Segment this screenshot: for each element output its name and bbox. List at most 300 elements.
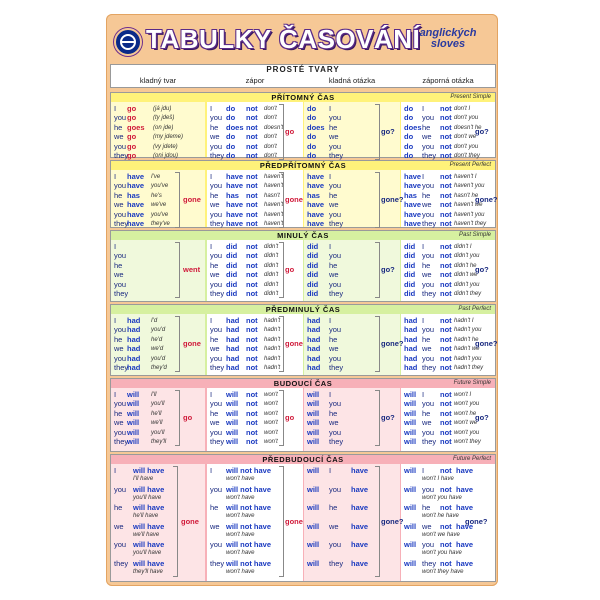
pronoun: we	[114, 200, 124, 210]
bracket	[375, 390, 380, 446]
bracket	[175, 316, 180, 372]
pronoun: I	[210, 316, 213, 325]
pronoun: you	[114, 353, 127, 363]
auxiliary: have	[127, 172, 145, 181]
auxiliary: do	[307, 151, 317, 160]
negation: not	[246, 209, 258, 219]
contraction: he'll have	[133, 513, 159, 519]
pronoun: I	[114, 466, 117, 475]
contraction: they'll	[151, 439, 167, 445]
pronoun: we	[422, 132, 432, 142]
pronoun: you	[114, 540, 127, 549]
auxiliary: did	[404, 289, 416, 298]
contraction: haven't you	[454, 183, 485, 190]
negation: not	[440, 132, 452, 142]
pronoun: you	[422, 540, 435, 549]
pronoun: I	[329, 466, 332, 475]
main-verb: go?	[475, 413, 489, 423]
auxiliary: have	[127, 200, 145, 210]
auxiliary: have	[404, 181, 422, 191]
negation: not	[440, 408, 452, 418]
negation: not	[440, 219, 452, 228]
auxiliary: will	[127, 418, 140, 428]
pronoun: he	[422, 408, 431, 418]
main-verb: gone?	[381, 195, 404, 205]
pronoun: they	[329, 151, 344, 160]
pronoun: he	[422, 260, 431, 270]
pronoun: he	[422, 334, 431, 344]
auxiliary: did	[404, 279, 416, 289]
negation: not	[440, 172, 452, 181]
auxiliary: have	[307, 172, 325, 181]
contraction: didn't you	[454, 253, 480, 260]
pronoun: you	[329, 141, 342, 151]
negation: not	[440, 122, 452, 132]
contraction: won't have	[226, 568, 255, 575]
pronoun: I	[114, 390, 117, 399]
negation: not	[246, 437, 258, 446]
pronoun: he	[422, 503, 431, 512]
negation: not	[246, 242, 258, 251]
auxiliary: will	[127, 408, 140, 418]
pronoun: he	[422, 122, 431, 132]
negation: not	[440, 558, 452, 568]
contraction: haven't I	[454, 174, 477, 180]
pronoun: you	[422, 181, 435, 191]
negation: not	[440, 503, 452, 512]
pronoun: we	[329, 418, 339, 428]
pronoun: you	[422, 484, 435, 494]
auxiliary: do	[226, 132, 236, 142]
negation: not	[440, 334, 452, 344]
auxiliary: will have	[133, 466, 165, 475]
pronoun: we	[114, 521, 124, 531]
contraction: won't have	[226, 476, 255, 482]
contraction: won't	[264, 429, 278, 436]
main-verb: go?	[475, 127, 489, 137]
contraction: won't have	[226, 494, 255, 501]
contraction: won't have	[226, 550, 255, 556]
auxiliary: will	[307, 521, 320, 531]
auxiliary: does	[307, 122, 325, 132]
auxiliary: will	[226, 408, 239, 418]
contraction: you'll have	[133, 550, 162, 556]
contraction: didn't they	[454, 291, 482, 297]
pronoun: he	[329, 503, 338, 512]
auxiliary: did	[307, 270, 319, 280]
auxiliary: did	[307, 242, 319, 251]
pronoun: you	[329, 540, 342, 549]
column-header-question: kladná otázka	[328, 76, 376, 85]
pronoun: they	[329, 558, 344, 568]
contraction: he'd	[151, 336, 163, 343]
auxiliary: have	[404, 200, 422, 210]
bracket	[173, 466, 178, 577]
pronoun: we	[422, 270, 432, 280]
contraction: won't have	[226, 531, 255, 538]
verb-tense-chart	[106, 14, 498, 586]
auxiliary: will not have	[226, 503, 272, 512]
auxiliary: will have	[133, 540, 165, 549]
contraction: won't we have	[422, 531, 460, 538]
contraction: hadn't we	[454, 346, 480, 353]
auxiliary: have	[456, 540, 474, 549]
contraction: don't they	[454, 153, 480, 159]
contraction: didn't	[264, 244, 279, 250]
auxiliary: will not have	[226, 558, 272, 568]
pronoun: I	[210, 172, 213, 181]
pronoun: I	[210, 466, 213, 475]
auxiliary: have	[404, 219, 422, 228]
auxiliary: did	[307, 279, 319, 289]
main-verb: go	[285, 265, 295, 275]
pronoun: you	[422, 279, 435, 289]
auxiliary: goes	[127, 122, 145, 132]
auxiliary: will	[404, 466, 417, 475]
auxiliary: had	[226, 353, 240, 363]
column-header-negative: zápor	[245, 76, 265, 85]
auxiliary: have	[351, 521, 369, 531]
pronoun: we	[114, 270, 124, 280]
auxiliary: will	[404, 540, 417, 549]
contraction: won't	[264, 439, 278, 445]
pronoun: we	[422, 200, 432, 210]
auxiliary: will	[404, 418, 417, 428]
contraction: hadn't	[264, 355, 281, 362]
auxiliary: have	[226, 200, 244, 210]
auxiliary: had	[404, 353, 418, 363]
auxiliary: did	[226, 270, 238, 280]
section-title: PŘEDPŘÍTOMNÝ ČAS	[259, 161, 347, 170]
contraction: hasn't	[264, 192, 280, 199]
contraction: he's	[151, 192, 162, 199]
auxiliary: have	[351, 484, 369, 494]
auxiliary: do	[307, 132, 317, 142]
auxiliary: did	[404, 242, 416, 251]
auxiliary: had	[226, 334, 240, 344]
main-verb: gone?	[465, 516, 488, 526]
contraction: haven't	[264, 221, 284, 227]
negation: not	[440, 260, 452, 270]
auxiliary: had	[226, 325, 240, 335]
tense-section-5	[110, 378, 496, 452]
contraction: (oni jdou)	[153, 153, 179, 159]
negation: not	[440, 289, 452, 298]
pronoun: you	[210, 353, 223, 363]
contraction: won't you	[454, 429, 480, 436]
section-header	[111, 305, 495, 314]
negation: not	[440, 251, 452, 261]
auxiliary: have	[226, 172, 244, 181]
auxiliary: will not have	[226, 540, 272, 549]
pronoun: I	[114, 242, 117, 251]
contraction: won't	[264, 410, 278, 417]
main-verb: go?	[475, 265, 489, 275]
contraction: won't I have	[422, 476, 454, 482]
contraction: hadn't they	[454, 365, 484, 371]
pronoun: you	[114, 113, 127, 123]
auxiliary: will	[307, 466, 320, 475]
pronoun: I	[114, 172, 117, 181]
pronoun: he	[210, 408, 219, 418]
contraction: you'd	[151, 355, 166, 362]
auxiliary: have	[127, 219, 145, 228]
negation: not	[246, 325, 258, 335]
negation: not	[440, 325, 452, 335]
contraction: don't you	[454, 115, 479, 122]
simple-forms-label: PROSTÉ TVARY	[266, 65, 340, 74]
auxiliary: do	[404, 151, 414, 160]
pronoun: I	[114, 316, 117, 325]
auxiliary: did	[404, 270, 416, 280]
contraction: they'd	[151, 365, 167, 371]
auxiliary: will	[404, 408, 417, 418]
auxiliary: had	[404, 334, 418, 344]
auxiliary: will	[307, 399, 320, 409]
pronoun: they	[422, 289, 437, 298]
auxiliary: will	[404, 390, 417, 399]
contraction: you've	[151, 183, 169, 190]
pronoun: you	[114, 209, 127, 219]
auxiliary: will	[404, 503, 417, 512]
contraction: don't	[264, 134, 277, 141]
contraction: won't we	[454, 420, 478, 427]
negation: not	[246, 334, 258, 344]
column-header-negative-question: záporná otázka	[422, 76, 474, 85]
pronoun: he	[329, 190, 338, 200]
pronoun: I	[422, 104, 425, 113]
pronoun: you	[210, 279, 223, 289]
main-verb: go?	[381, 127, 395, 137]
pronoun: you	[422, 427, 435, 437]
contraction: won't I	[454, 392, 472, 398]
contraction: won't they	[454, 439, 481, 445]
pronoun: you	[210, 540, 223, 549]
contraction: didn't	[264, 291, 279, 297]
negation: not	[440, 190, 452, 200]
auxiliary: will	[404, 437, 417, 446]
main-verb: gone	[183, 195, 201, 205]
contraction: won't he	[454, 410, 477, 417]
main-verb: gone	[181, 516, 199, 526]
negation: not	[246, 181, 258, 191]
contraction: doesn't	[264, 124, 284, 131]
negation: not	[440, 270, 452, 280]
auxiliary: does	[226, 122, 244, 132]
pronoun: you	[329, 353, 342, 363]
pronoun: you	[422, 113, 435, 123]
negation: not	[440, 279, 452, 289]
pronoun: they	[329, 363, 344, 372]
bracket	[279, 466, 284, 577]
pronoun: they	[210, 219, 225, 228]
contraction: I'd	[151, 318, 158, 324]
pronoun: they	[329, 437, 344, 446]
pronoun: I	[422, 466, 425, 475]
negation: not	[440, 418, 452, 428]
pronoun: he	[210, 122, 219, 132]
contraction: don't	[264, 143, 277, 150]
tense-section-1	[110, 92, 496, 158]
negation: not	[440, 353, 452, 363]
auxiliary: will	[404, 558, 417, 568]
negation: not	[440, 141, 452, 151]
contraction: don't I	[454, 106, 471, 112]
contraction: haven't you	[454, 211, 485, 218]
pronoun: you	[114, 484, 127, 494]
pronoun: we	[210, 132, 220, 142]
negation: not	[440, 181, 452, 191]
auxiliary: do	[404, 113, 414, 123]
pronoun: you	[114, 279, 127, 289]
negation: not	[440, 209, 452, 219]
section-title: PŘEDBUDOUCÍ ČAS	[262, 455, 344, 464]
bracket	[279, 172, 284, 228]
auxiliary: will	[307, 540, 320, 549]
pronoun: he	[210, 260, 219, 270]
pronoun: you	[422, 209, 435, 219]
auxiliary: will	[226, 437, 239, 446]
auxiliary: have	[456, 484, 474, 494]
pronoun: we	[422, 344, 432, 354]
negation: not	[246, 399, 258, 409]
pronoun: you	[329, 325, 342, 335]
auxiliary: will	[307, 390, 320, 399]
contraction: (já jdu)	[153, 106, 172, 112]
section-header	[111, 455, 495, 464]
section-english-name: Past Simple	[458, 232, 491, 238]
contraction: don't	[264, 153, 277, 159]
auxiliary: go	[127, 151, 137, 160]
auxiliary: will not have	[226, 484, 272, 494]
auxiliary: did	[307, 251, 319, 261]
pronoun: I	[329, 390, 332, 399]
pronoun: we	[329, 344, 339, 354]
auxiliary: had	[307, 344, 321, 354]
main-verb: go?	[381, 265, 395, 275]
pronoun: you	[114, 427, 127, 437]
auxiliary: has	[127, 190, 140, 200]
page-subtitle: anglických sloves	[419, 27, 477, 50]
bracket	[375, 316, 380, 372]
contraction: (vy jdete)	[153, 143, 178, 150]
pronoun: they	[114, 219, 129, 228]
contraction: you'll	[151, 401, 165, 408]
auxiliary: had	[226, 344, 240, 354]
pronoun: he	[329, 334, 338, 344]
negation: not	[440, 437, 452, 446]
negation: not	[246, 141, 258, 151]
pronoun: you	[210, 484, 223, 494]
section-header	[111, 231, 495, 240]
section-header	[111, 93, 495, 102]
main-verb: go	[285, 413, 295, 423]
pronoun: you	[329, 279, 342, 289]
negation: not	[246, 172, 258, 181]
section-english-name: Future Simple	[453, 380, 491, 386]
negation: not	[246, 219, 258, 228]
auxiliary: have	[351, 558, 369, 568]
contraction: don't	[264, 106, 277, 112]
auxiliary: have	[351, 503, 369, 512]
pronoun: they	[114, 558, 129, 568]
auxiliary: had	[127, 344, 141, 354]
pronoun: you	[329, 484, 342, 494]
contraction: hadn't you	[454, 327, 482, 334]
auxiliary: do	[226, 113, 236, 123]
pronoun: I	[329, 242, 332, 251]
auxiliary: have	[127, 181, 145, 191]
auxiliary: did	[226, 251, 238, 261]
main-verb: gone?	[475, 195, 498, 205]
tense-section-6	[110, 454, 496, 582]
negation: not	[440, 427, 452, 437]
pronoun: I	[210, 104, 213, 113]
contraction: they've	[151, 221, 170, 227]
tense-section-3	[110, 230, 496, 302]
contraction: hadn't he	[454, 336, 479, 343]
pronoun: we	[329, 521, 339, 531]
auxiliary: did	[226, 242, 238, 251]
pronoun: I	[329, 172, 332, 181]
main-verb: go	[183, 413, 193, 423]
negation: not	[246, 260, 258, 270]
section-english-name: Present Simple	[450, 94, 491, 100]
auxiliary: go	[127, 132, 137, 142]
contraction: hadn't I	[454, 318, 474, 324]
auxiliary: will	[404, 427, 417, 437]
contraction: you'd	[151, 327, 166, 334]
contraction: haven't	[264, 202, 284, 209]
page-title: TABULKY ČASOVÁNÍ	[146, 24, 421, 54]
auxiliary: had	[404, 316, 418, 325]
section-english-name: Future Perfect	[452, 456, 491, 462]
contraction: haven't	[264, 183, 284, 190]
pronoun: they	[114, 151, 129, 160]
negation: not	[440, 316, 452, 325]
section-title: MINULÝ ČAS	[277, 231, 329, 240]
pronoun: he	[114, 260, 123, 270]
negation: not	[440, 200, 452, 210]
section-english-name: Past Perfect	[458, 306, 491, 312]
contraction: haven't	[264, 174, 284, 180]
auxiliary: will	[404, 484, 417, 494]
section-english-name: Present Perfect	[449, 162, 491, 168]
pronoun: you	[329, 181, 342, 191]
contraction: hadn't you	[454, 355, 482, 362]
negation: not	[246, 190, 258, 200]
contraction: hadn't	[264, 336, 281, 343]
contraction: hadn't	[264, 318, 281, 324]
contraction: didn't you	[454, 281, 480, 288]
negation: not	[246, 200, 258, 210]
pronoun: we	[210, 270, 220, 280]
auxiliary: do	[404, 104, 414, 113]
main-verb: gone	[285, 195, 303, 205]
pronoun: you	[329, 399, 342, 409]
auxiliary: go	[127, 141, 137, 151]
pronoun: they	[114, 363, 129, 372]
auxiliary: have	[456, 503, 474, 512]
auxiliary: do	[307, 104, 317, 113]
negation: not	[246, 418, 258, 428]
column-headers	[110, 64, 496, 88]
bracket	[375, 172, 380, 228]
auxiliary: had	[127, 363, 141, 372]
auxiliary: did	[404, 260, 416, 270]
bracket	[279, 390, 284, 446]
auxiliary: did	[404, 251, 416, 261]
